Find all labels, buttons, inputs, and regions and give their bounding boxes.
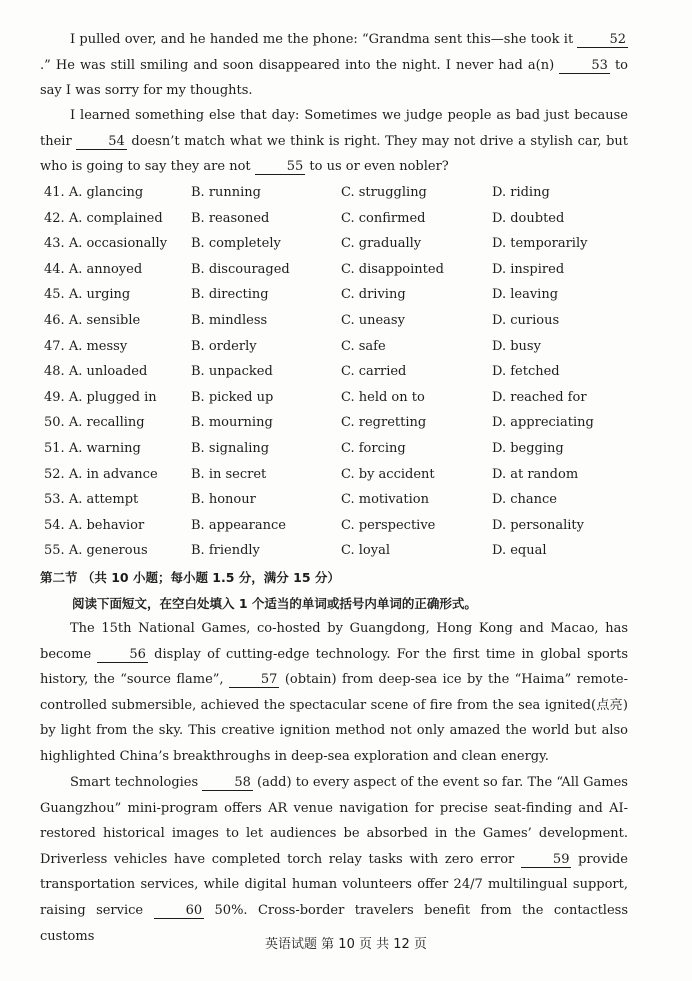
blank-59: 59 xyxy=(521,852,572,868)
option-d: D. chance xyxy=(492,492,557,508)
section-instruction: 阅读下面短文，在空白处填入 1 个适当的单词或括号内单词的正确形式。 xyxy=(72,596,477,611)
option-b: B. signaling xyxy=(191,441,270,456)
option-b: B. completely xyxy=(191,236,281,252)
option-b: B. appearance xyxy=(191,517,286,533)
option-row xyxy=(44,487,644,513)
option-c: C. carried xyxy=(341,364,407,380)
passage-paragraph-3: The 15th National Games, co-hosted by Guangdong, Hong Kong and Macao, has become 56 display of cutting-edge technology. For the first time in global sports history, the “source flame”, 57 (obtain) from deep-sea ice by the “Haima” remote-controlled submersible, achieved the spectacular scene of fire from the sea ignited(点亮) by light from the sky. This creative ignition method not only amazed the world but also highlighted China’s breakthroughs in deep-sea exploration and clean energy. xyxy=(40,621,628,764)
option-d: D. doubted xyxy=(492,210,565,226)
option-d: D. riding xyxy=(492,185,550,200)
option-row xyxy=(44,180,644,206)
option-c: C. regretting xyxy=(341,415,427,431)
option-d: D. inspired xyxy=(492,261,565,277)
option-row xyxy=(44,231,644,257)
blank-52: 52 xyxy=(577,32,628,48)
option-d: D. personality xyxy=(492,517,584,533)
option-d: D. fetched xyxy=(492,364,560,380)
option-row xyxy=(44,334,644,360)
blank-60: 60 xyxy=(154,903,205,919)
blank-55: 55 xyxy=(255,159,306,175)
option-d: D. busy xyxy=(492,338,541,354)
option-row xyxy=(44,462,644,488)
blank-56: 56 xyxy=(97,647,148,663)
option-row xyxy=(44,359,644,385)
option-b: B. mindless xyxy=(191,313,268,328)
option-b: B. directing xyxy=(191,287,269,303)
option-c: C. driving xyxy=(341,287,406,303)
option-d: D. equal xyxy=(492,543,547,559)
page-footer: 英语试题 第 10 页 共 12 页 xyxy=(265,937,427,952)
passage-paragraph-4: Smart technologies 58 (add) to every aspect of the event so far. The “All Games Guangzhou” mini-program offers AR venue navigation for precise seat-finding and AI-restored historical images to let audiences be absorbed in the Games’ development. Driverless vehicles have completed torch relay tasks with zero error 59 provide transportation services, while digital human volunteers offer 24/7 multilingual support, raising service 60 50%. Cross-border travelers benefit from the contactless customs xyxy=(40,775,628,944)
option-b: B. mourning xyxy=(191,415,273,431)
option-b: B. orderly xyxy=(191,338,257,354)
option-c: C. held on to xyxy=(341,389,425,405)
option-a: 48. A. unloaded xyxy=(44,364,148,380)
blank-54: 54 xyxy=(76,134,127,150)
option-a: 52. A. in advance xyxy=(44,466,158,482)
passage-paragraph-2: I learned something else that day: Sometimes we judge people as bad just because their 54 doesn’t match what we think is right. They may not drive a stylish car, but who is going to say they are not 55 to us or even nobler? xyxy=(40,108,629,175)
option-d: D. leaving xyxy=(492,287,559,303)
option-c: C. disappointed xyxy=(341,261,444,277)
option-d: D. at random xyxy=(492,466,579,482)
option-a: 50. A. recalling xyxy=(44,415,145,431)
option-row xyxy=(44,513,644,539)
option-b: B. unpacked xyxy=(191,364,273,380)
option-c: C. uneasy xyxy=(341,313,405,328)
option-a: 49. A. plugged in xyxy=(44,389,157,405)
option-b: B. in secret xyxy=(191,466,267,482)
option-row xyxy=(44,282,644,308)
option-d: D. appreciating xyxy=(492,415,594,431)
passage-paragraph-1: I pulled over, and he handed me the phone: “Grandma sent this—she took it 52.” He was still smiling and soon disappeared into the night. I never had a(n) 53 to say I was sorry for my thoughts. xyxy=(40,32,629,99)
option-c: C. by accident xyxy=(341,466,435,482)
option-a: 55. A. generous xyxy=(44,543,148,559)
blank-57: 57 xyxy=(229,672,280,688)
option-a: 54. A. behavior xyxy=(44,517,145,533)
option-a: 45. A. urging xyxy=(44,287,131,303)
blank-58: 58 xyxy=(202,775,253,791)
option-a: 51. A. warning xyxy=(44,441,141,456)
option-d: D. begging xyxy=(492,441,564,456)
option-a: 46. A. sensible xyxy=(44,313,141,328)
option-a: 47. A. messy xyxy=(44,338,128,354)
option-row xyxy=(44,436,644,462)
option-b: B. honour xyxy=(191,492,256,508)
option-b: B. discouraged xyxy=(191,261,290,277)
option-b: B. running xyxy=(191,185,262,200)
option-b: B. picked up xyxy=(191,389,274,405)
option-d: D. curious xyxy=(492,313,560,328)
option-c: C. forcing xyxy=(341,441,406,456)
option-d: D. reached for xyxy=(492,389,587,405)
option-c: C. gradually xyxy=(341,236,422,252)
option-a: 42. A. complained xyxy=(44,210,163,226)
option-c: C. perspective xyxy=(341,517,436,533)
option-b: B. reasoned xyxy=(191,210,270,226)
option-a: 43. A. occasionally xyxy=(44,236,168,252)
option-b: B. friendly xyxy=(191,543,260,559)
option-a: 53. A. attempt xyxy=(44,492,139,508)
option-c: C. confirmed xyxy=(341,210,426,226)
blank-53: 53 xyxy=(559,58,610,74)
option-c: C. safe xyxy=(341,338,386,354)
option-d: D. temporarily xyxy=(492,236,588,252)
option-c: C. loyal xyxy=(341,543,390,559)
option-row xyxy=(44,308,644,334)
option-a: 41. A. glancing xyxy=(44,185,144,200)
option-row xyxy=(44,206,644,232)
section-heading: 第二节 （共 10 小题；每小题 1.5 分，满分 15 分） xyxy=(40,570,340,585)
option-row xyxy=(44,385,644,411)
option-row xyxy=(44,410,644,436)
option-c: C. motivation xyxy=(341,492,429,508)
option-c: C. struggling xyxy=(341,185,427,200)
option-a: 44. A. annoyed xyxy=(44,261,143,277)
option-row xyxy=(44,257,644,283)
option-row xyxy=(44,538,644,564)
